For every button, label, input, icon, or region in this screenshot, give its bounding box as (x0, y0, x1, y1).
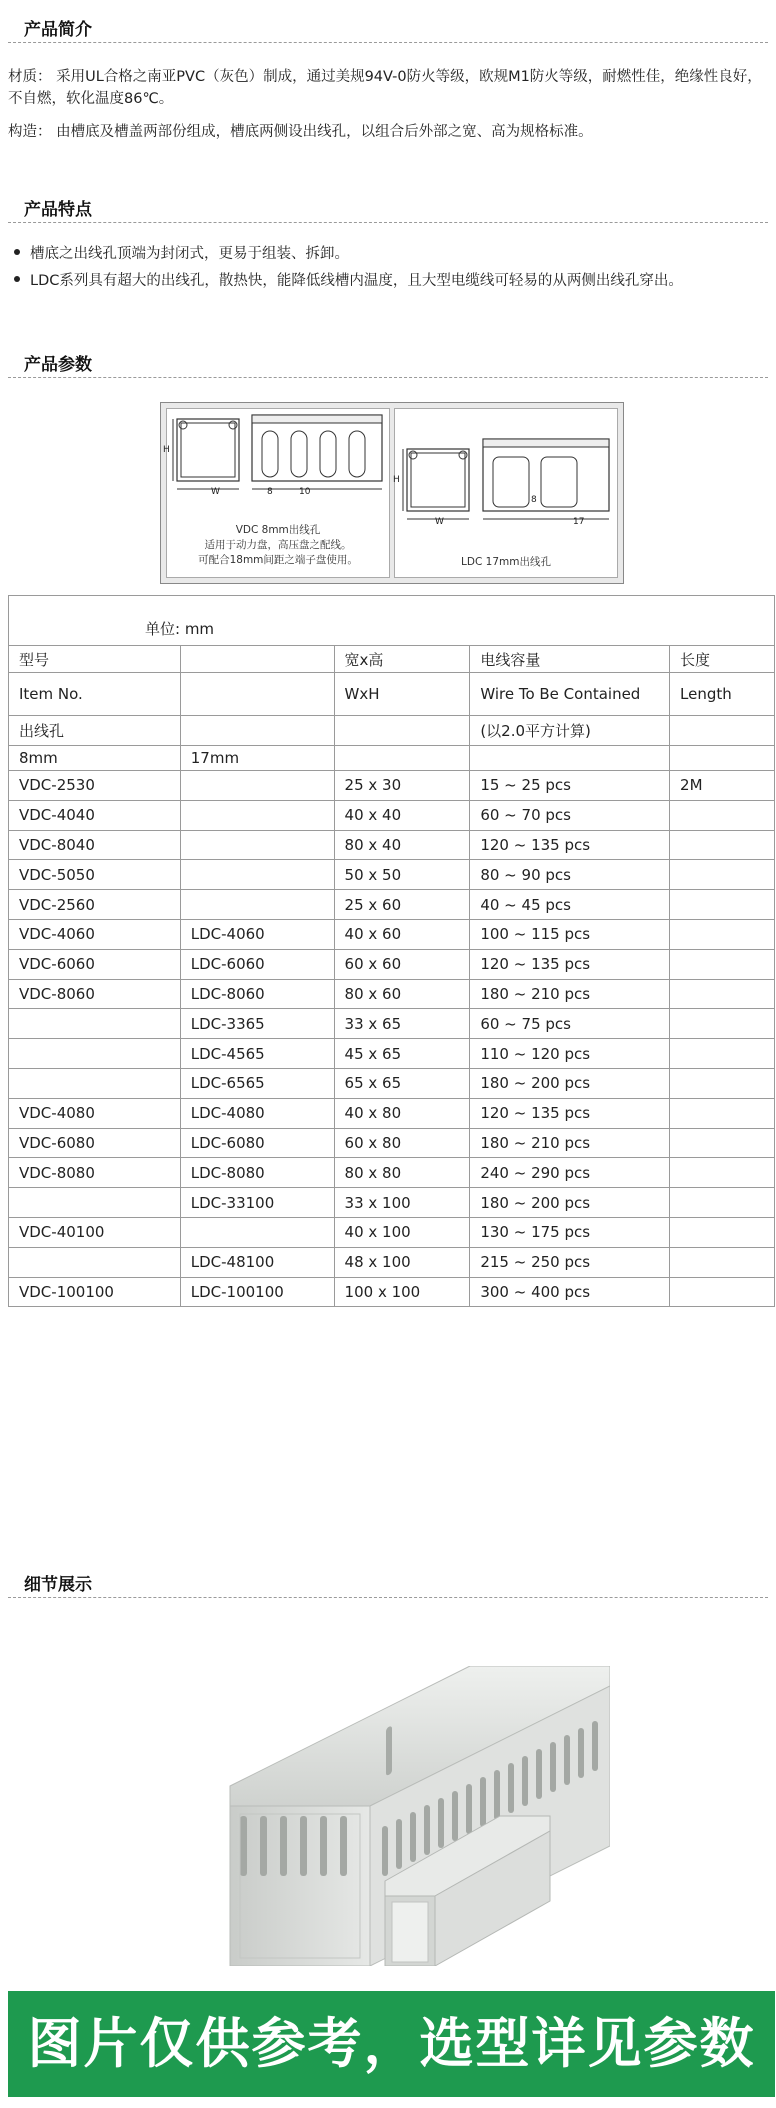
table-cell: VDC-6060 (9, 949, 181, 979)
duct-slot (280, 1816, 287, 1876)
table-cell (180, 830, 334, 860)
feature-item-text: 槽底之出线孔顶端为封闭式，更易于组装、拆卸。 (30, 246, 349, 262)
table-cell: LDC-4060 (180, 919, 334, 949)
dim-h-label: H (393, 475, 400, 485)
table-cell: 110 ~ 120 pcs (470, 1039, 670, 1069)
table-cell (670, 1158, 775, 1188)
table-cell: VDC-5050 (9, 860, 181, 890)
table-cell: 180 ~ 200 pcs (470, 1188, 670, 1218)
duct-slot (452, 1791, 458, 1841)
table-cell (670, 1188, 775, 1218)
table-cell: 180 ~ 210 pcs (470, 979, 670, 1009)
table-row (9, 830, 775, 860)
table-cell: 25 x 60 (334, 890, 470, 920)
dim-8-label: 8 (531, 495, 537, 505)
table-cell: Wire To Be Contained (470, 673, 670, 716)
bullet-dot-icon (14, 276, 20, 282)
table-cell (9, 1247, 181, 1277)
structure-text: 构造： 由槽底及槽盖两部份组成，槽底两侧设出线孔，以组合后外部之宽、高为规格标准。 (8, 124, 593, 140)
duct-slot (340, 1816, 347, 1876)
bullet-dot-icon (14, 249, 20, 255)
duct-slot (522, 1756, 528, 1806)
duct-slot (466, 1784, 472, 1834)
table-cell: 33 x 65 (334, 1009, 470, 1039)
header-row-cn (9, 646, 775, 673)
table-row (9, 1277, 775, 1307)
table-cell: 17mm (180, 746, 334, 771)
table-cell: LDC-4565 (180, 1039, 334, 1069)
features-heading-bar (8, 192, 768, 223)
intro-heading: 产品简介 (24, 20, 92, 40)
table-row (9, 1009, 775, 1039)
table-cell: 50 x 50 (334, 860, 470, 890)
table-cell (180, 860, 334, 890)
feature-item (14, 270, 764, 292)
table-cell: LDC-8080 (180, 1158, 334, 1188)
table-cell: 60 ~ 75 pcs (470, 1009, 670, 1039)
reference-banner (8, 1991, 775, 2097)
table-cell: LDC-48100 (180, 1247, 334, 1277)
table-cell: 215 ~ 250 pcs (470, 1247, 670, 1277)
table-cell (9, 1188, 181, 1218)
table-cell: VDC-40100 (9, 1217, 181, 1247)
table-cell (9, 1068, 181, 1098)
table-cell: WxH (334, 673, 470, 716)
table-cell: 8mm (9, 746, 181, 771)
table-cell: VDC-4040 (9, 800, 181, 830)
table-cell: VDC-6080 (9, 1128, 181, 1158)
table-cell (334, 746, 470, 771)
table-cell: 180 ~ 200 pcs (470, 1068, 670, 1098)
features-heading: 产品特点 (24, 200, 92, 220)
table-cell: 130 ~ 175 pcs (470, 1217, 670, 1247)
table-row (9, 919, 775, 949)
table-cell (9, 1009, 181, 1039)
table-cell: 80 ~ 90 pcs (470, 860, 670, 890)
table-cell: 15 ~ 25 pcs (470, 771, 670, 801)
table-cell (9, 1039, 181, 1069)
table-row (9, 771, 775, 801)
table-cell: 电线容量 (470, 646, 670, 673)
table-cell: 100 ~ 115 pcs (470, 919, 670, 949)
table-cell: 40 x 40 (334, 800, 470, 830)
vdc-caption: VDC 8mm出线孔 (235, 524, 321, 536)
table-cell (670, 1098, 775, 1128)
dim-w-label: W (435, 517, 444, 527)
table-cell: 180 ~ 210 pcs (470, 1128, 670, 1158)
table-cell: 25 x 30 (334, 771, 470, 801)
hole-row (9, 716, 775, 746)
params-heading-bar (8, 347, 768, 378)
table-cell: 120 ~ 135 pcs (470, 830, 670, 860)
vdc-drawing (167, 409, 389, 519)
table-row (9, 949, 775, 979)
table-row (9, 1128, 775, 1158)
duct-slot (508, 1763, 514, 1813)
duct-slot (494, 1770, 500, 1820)
table-cell (180, 800, 334, 830)
duct-slot (410, 1812, 416, 1862)
table-cell: 80 x 40 (334, 830, 470, 860)
table-cell: 240 ~ 290 pcs (470, 1158, 670, 1188)
vdc-caption-usage: 适用于动力盘，高压盘之配线。 (204, 539, 352, 551)
table-cell (670, 1128, 775, 1158)
table-cell: 40 x 80 (334, 1098, 470, 1128)
ldc-drawing (395, 409, 617, 549)
table-cell: LDC-33100 (180, 1188, 334, 1218)
table-cell (670, 949, 775, 979)
duct-slot (260, 1816, 267, 1876)
table-cell (180, 890, 334, 920)
duct-slot (480, 1777, 486, 1827)
dim-w-label: W (211, 487, 220, 497)
table-cell: Item No. (9, 673, 181, 716)
table-row (9, 860, 775, 890)
table-cell (180, 771, 334, 801)
unit-label: 单位: mm (9, 596, 775, 646)
table-cell: (以2.0平方计算) (470, 716, 670, 746)
vdc-diagram-panel (163, 408, 390, 578)
table-cell (670, 1068, 775, 1098)
table-cell (670, 1247, 775, 1277)
table-cell: 宽x高 (334, 646, 470, 673)
table-row (9, 1068, 775, 1098)
duct-slot (564, 1735, 570, 1785)
table-cell: 40 x 60 (334, 919, 470, 949)
table-cell (670, 1277, 775, 1307)
table-cell (334, 716, 470, 746)
params-heading: 产品参数 (24, 355, 92, 375)
duct-dimension-diagram (160, 402, 624, 584)
table-row (9, 1039, 775, 1069)
header-row-en (9, 673, 775, 716)
table-cell: VDC-4060 (9, 919, 181, 949)
dim-8-label: 8 (267, 487, 273, 497)
intro-heading-bar (8, 12, 768, 43)
duct-slot (240, 1816, 247, 1876)
table-cell: 40 ~ 45 pcs (470, 890, 670, 920)
ldc-caption: LDC 17mm出线孔 (461, 556, 551, 568)
table-cell: VDC-8040 (9, 830, 181, 860)
duct-slot (536, 1749, 542, 1799)
reference-banner-text: 图片仅供参考，选型详见参数 (27, 2012, 756, 2075)
table-row (9, 1158, 775, 1188)
spec-table-body (9, 596, 775, 1307)
spec-table (8, 595, 775, 1307)
table-cell (180, 1217, 334, 1247)
table-cell: 40 x 100 (334, 1217, 470, 1247)
table-cell: 120 ~ 135 pcs (470, 949, 670, 979)
table-cell: 120 ~ 135 pcs (470, 1098, 670, 1128)
details-heading-bar (8, 1567, 768, 1598)
table-cell (670, 919, 775, 949)
feature-item-text: LDC系列具有超大的出线孔，散热快，能降低线槽内温度，且大型电缆线可轻易的从两侧出线孔穿出。 (30, 273, 683, 289)
vdc-caption-terminal: 可配合18mm间距之端子盘使用。 (198, 554, 358, 566)
table-cell: 80 x 60 (334, 979, 470, 1009)
table-cell: LDC-8060 (180, 979, 334, 1009)
dim-10-label: 10 (299, 487, 311, 497)
table-cell (670, 830, 775, 860)
table-cell: LDC-4080 (180, 1098, 334, 1128)
table-cell (470, 746, 670, 771)
table-row (9, 1188, 775, 1218)
table-cell: 60 x 80 (334, 1128, 470, 1158)
table-cell (180, 673, 334, 716)
table-cell: 2M (670, 771, 775, 801)
table-cell: LDC-100100 (180, 1277, 334, 1307)
table-cell: 60 ~ 70 pcs (470, 800, 670, 830)
table-cell: 100 x 100 (334, 1277, 470, 1307)
table-cell (670, 1217, 775, 1247)
table-cell: VDC-8080 (9, 1158, 181, 1188)
table-cell (180, 646, 334, 673)
duct-slot (396, 1819, 402, 1869)
duct-slot (438, 1798, 444, 1848)
table-cell (670, 860, 775, 890)
table-cell: 45 x 65 (334, 1039, 470, 1069)
table-cell (670, 1039, 775, 1069)
table-cell: 60 x 60 (334, 949, 470, 979)
table-row (9, 979, 775, 1009)
dim-h-label: H (163, 445, 170, 455)
table-cell (670, 1009, 775, 1039)
hole-size-row (9, 746, 775, 771)
table-cell: VDC-100100 (9, 1277, 181, 1307)
table-cell: LDC-3365 (180, 1009, 334, 1039)
table-cell: 长度 (670, 646, 775, 673)
table-cell: 型号 (9, 646, 181, 673)
table-cell: VDC-2530 (9, 771, 181, 801)
table-cell: 80 x 80 (334, 1158, 470, 1188)
table-cell: LDC-6080 (180, 1128, 334, 1158)
details-heading: 细节展示 (24, 1575, 92, 1595)
duct-slot (550, 1742, 556, 1792)
unit-row (9, 596, 775, 646)
table-row (9, 1098, 775, 1128)
table-cell (670, 979, 775, 1009)
table-cell: VDC-4080 (9, 1098, 181, 1128)
duct-slot (300, 1816, 307, 1876)
table-cell (180, 716, 334, 746)
ldc-diagram-panel (394, 408, 618, 578)
duct-slot (424, 1805, 430, 1855)
table-cell: Length (670, 673, 775, 716)
table-cell (670, 716, 775, 746)
table-cell: LDC-6565 (180, 1068, 334, 1098)
table-row (9, 1247, 775, 1277)
table-cell: LDC-6060 (180, 949, 334, 979)
table-cell: 出线孔 (9, 716, 181, 746)
table-cell (670, 890, 775, 920)
feature-item (14, 243, 764, 265)
duct-slot (592, 1721, 598, 1771)
table-cell: 300 ~ 400 pcs (470, 1277, 670, 1307)
wire-duct-photo (210, 1666, 610, 1966)
table-cell: 48 x 100 (334, 1247, 470, 1277)
table-row (9, 1217, 775, 1247)
table-cell: 33 x 100 (334, 1188, 470, 1218)
table-cell: 65 x 65 (334, 1068, 470, 1098)
table-cell: VDC-2560 (9, 890, 181, 920)
table-cell (670, 800, 775, 830)
duct-slot (320, 1816, 327, 1876)
table-cell: VDC-8060 (9, 979, 181, 1009)
dim-17-label: 17 (573, 517, 585, 527)
material-text: 材质： 采用UL合格之南亚PVC（灰色）制成，通过美规94V-0防火等级，欧规M1防火等级，耐燃性佳，绝缘性良好，不自燃，软化温度86℃。 (8, 69, 762, 107)
table-cell (670, 746, 775, 771)
duct-slot (578, 1728, 584, 1778)
table-row (9, 800, 775, 830)
duct-slot (382, 1826, 388, 1876)
table-row (9, 890, 775, 920)
